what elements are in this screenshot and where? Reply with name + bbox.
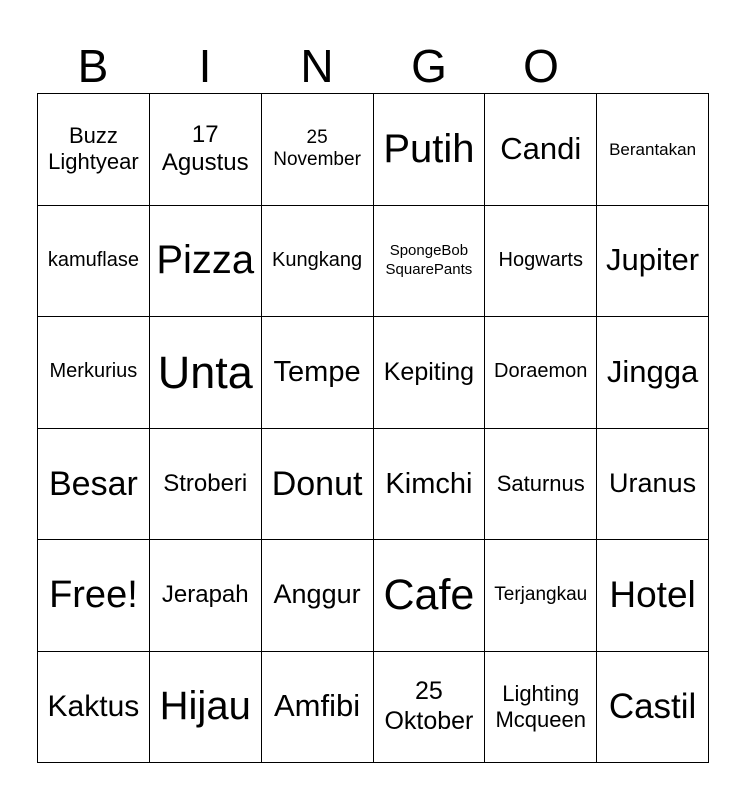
bingo-board xyxy=(37,93,709,763)
bingo-cell[interactable]: Pizza xyxy=(150,206,262,318)
bingo-cell[interactable]: Berantakan xyxy=(597,94,709,206)
bingo-cell[interactable]: Kaktus xyxy=(38,652,150,764)
bingo-cell[interactable]: Kungkang xyxy=(262,206,374,318)
bingo-cell[interactable]: 17 Agustus xyxy=(150,94,262,206)
bingo-cell[interactable]: Amfibi xyxy=(262,652,374,764)
bingo-cell[interactable]: Lighting Mcqueen xyxy=(485,652,597,764)
bingo-cell[interactable]: SpongeBob SquarePants xyxy=(374,206,486,318)
bingo-cell[interactable]: Unta xyxy=(150,317,262,429)
bingo-cell[interactable]: Castil xyxy=(597,652,709,764)
bingo-cell[interactable]: Buzz Lightyear xyxy=(38,94,150,206)
bingo-cell[interactable]: Hotel xyxy=(597,540,709,652)
bingo-cell[interactable]: Saturnus xyxy=(485,429,597,541)
bingo-cell[interactable]: Kimchi xyxy=(374,429,486,541)
bingo-cell[interactable]: Jerapah xyxy=(150,540,262,652)
bingo-cell[interactable]: Free! xyxy=(38,540,150,652)
bingo-cell[interactable]: Jupiter xyxy=(597,206,709,318)
bingo-cell[interactable]: Putih xyxy=(374,94,486,206)
bingo-cell[interactable]: Stroberi xyxy=(150,429,262,541)
bingo-cell[interactable]: Cafe xyxy=(374,540,486,652)
header-letter-i: I xyxy=(198,40,212,92)
bingo-cell[interactable]: Kepiting xyxy=(374,317,486,429)
bingo-cell[interactable]: 25 November xyxy=(262,94,374,206)
bingo-header xyxy=(37,38,709,94)
bingo-cell[interactable]: Donut xyxy=(262,429,374,541)
bingo-cell[interactable]: Tempe xyxy=(262,317,374,429)
bingo-cell[interactable]: Besar xyxy=(38,429,150,541)
bingo-cell[interactable]: Merkurius xyxy=(38,317,150,429)
header-letter-g: G xyxy=(411,40,447,92)
bingo-cell[interactable]: Hijau xyxy=(150,652,262,764)
header-letter-n: N xyxy=(300,40,334,92)
bingo-cell[interactable]: Candi xyxy=(485,94,597,206)
header-letter-b: B xyxy=(77,40,109,92)
bingo-cell[interactable]: 25 Oktober xyxy=(374,652,486,764)
header-letter-o: O xyxy=(523,40,559,92)
bingo-cell[interactable]: Doraemon xyxy=(485,317,597,429)
bingo-cell[interactable]: Hogwarts xyxy=(485,206,597,318)
bingo-cell[interactable]: Uranus xyxy=(597,429,709,541)
bingo-cell[interactable]: Terjangkau xyxy=(485,540,597,652)
bingo-cell[interactable]: kamuflase xyxy=(38,206,150,318)
bingo-cell[interactable]: Anggur xyxy=(262,540,374,652)
bingo-cell[interactable]: Jingga xyxy=(597,317,709,429)
